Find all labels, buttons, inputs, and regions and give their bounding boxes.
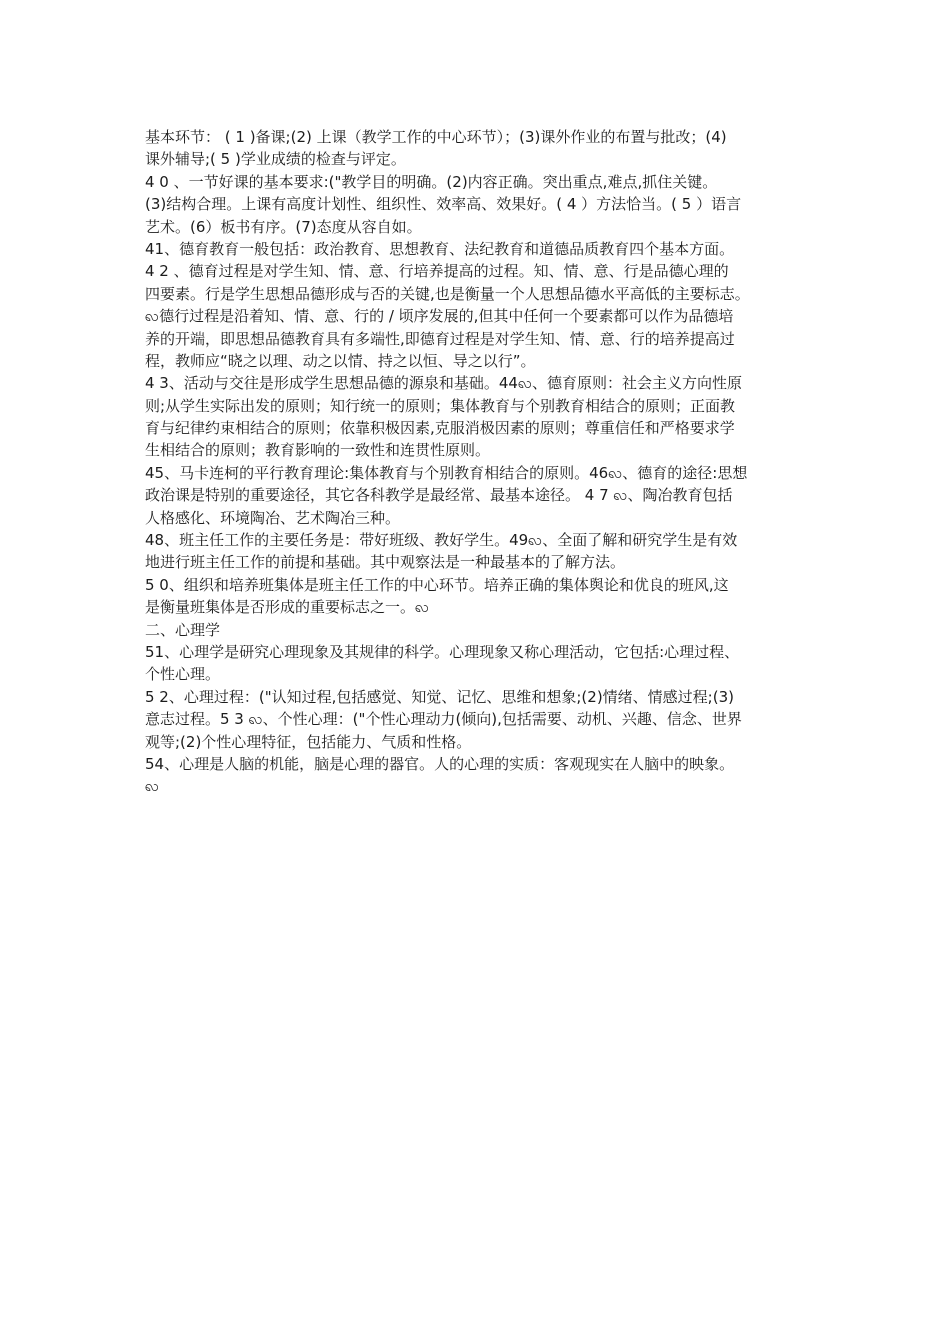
text-line: 四要素。行是学生思想品德形成与否的关键,也是衡量一个人思想品德水平高低的主要标志。 <box>145 284 750 303</box>
document-body <box>145 126 813 798</box>
text-line: 育与纪律约束相结合的原则；依靠积极因素,克服消极因素的原则；尊重信任和严格要求学 <box>145 419 735 438</box>
text-line: 课外辅导;( 5 )学业成绩的检查与评定。 <box>145 150 406 169</box>
text-line: 养的开端，即思想品德教育具有多端性,即德育过程是对学生知、情、意、行的培养提高过 <box>145 329 735 348</box>
text-line: 则;从学生实际出发的原则；知行统一的原则；集体教育与个别教育相结合的原则；正面教 <box>145 396 736 415</box>
text-line: 地进行班主任工作的前提和基础。其中观察法是一种最基本的了解方法。 <box>145 553 626 572</box>
text-line: 51、心理学是研究心理现象及其规律的科学。心理现象又称心理活动，它包括:心理过程、 <box>145 642 740 661</box>
text-line: 5 0、组织和培养班集体是班主任工作的中心环节。培养正确的集体舆论和优良的班风,这 <box>145 575 729 594</box>
text-line: (3)结构合理。上课有高度计划性、组织性、效率高、效果好。( 4 ）方法恰当。( 5 ）语言 <box>145 195 742 214</box>
text-line: 人格感化、环境陶冶、艺术陶冶三种。 <box>145 508 401 527</box>
text-line: 基本环节： ( 1 )备课;(2) 上课（教学工作的中心环节）；(3)课外作业的布置与批改；(4) <box>145 128 727 146</box>
text-line: 4 3、活动与交往是形成学生思想品德的源泉和基础。44ꩮ、德育原则：社会主义方向性原 <box>145 374 743 393</box>
text-line: 是衡量班集体是否形成的重要标志之一。ꩮ <box>145 598 430 617</box>
text-line: 54、心理是人脑的机能，脑是心理的器官。人的心理的实质：客观现实在人脑中的映象。 <box>145 754 735 773</box>
text-line: 艺术。(6）板书有序。(7)态度从容自如。 <box>145 217 422 236</box>
section-heading: 二、心理学 <box>145 620 221 639</box>
text-line: 生相结合的原则；教育影响的一致性和连贯性原则。 <box>145 441 491 460</box>
text-line: ꩮ德行过程是沿着知、情、意、行的 / 顷序发展的,但其中任何一个要素都可以作为品德培 <box>145 307 734 326</box>
text-line: 4 2 、德育过程是对学生知、情、意、行培养提高的过程。知、情、意、行是品德心理的 <box>145 262 729 281</box>
text-line: ꩮ <box>145 777 160 796</box>
text-line: 48、班主任工作的主要任务是：带好班级、教好学生。49ꩮ、全面了解和研究学生是有效 <box>145 531 738 550</box>
text-line: 程，教师应“晓之以理、动之以情、持之以恒、导之以行”。 <box>145 351 536 370</box>
text-line: 5 2、心理过程：("认知过程,包括感觉、知觉、记忆、思维和想象;(2)情绪、情感过程;(3) <box>145 687 734 706</box>
text-line: 4 0 、一节好课的基本要求:("教学目的明确。(2)内容正确。突出重点,难点,抓住关键。 <box>145 172 718 191</box>
text-line: 政治课是特别的重要途径，其它各科教学是最经常、最基本途径。 4 7 ꩮ、陶冶教育包括 <box>145 486 733 505</box>
text-line: 意志过程。5 3 ꩮ、个性心理：("个性心理动力(倾向),包括需要、动机、兴趣、信念、世界 <box>145 710 742 729</box>
text-line: 41、德育教育一般包括：政治教育、思想教育、法纪教育和道德品质教育四个基本方面。 <box>145 239 735 258</box>
text-line: 观等;(2)个性心理特征，包括能力、气质和性格。 <box>145 732 472 751</box>
text-line: 个性心理。 <box>145 665 221 684</box>
text-line: 45、马卡连柯的平行教育理论:集体教育与个别教育相结合的原则。46ꩮ、德育的途径:思想 <box>145 463 748 482</box>
